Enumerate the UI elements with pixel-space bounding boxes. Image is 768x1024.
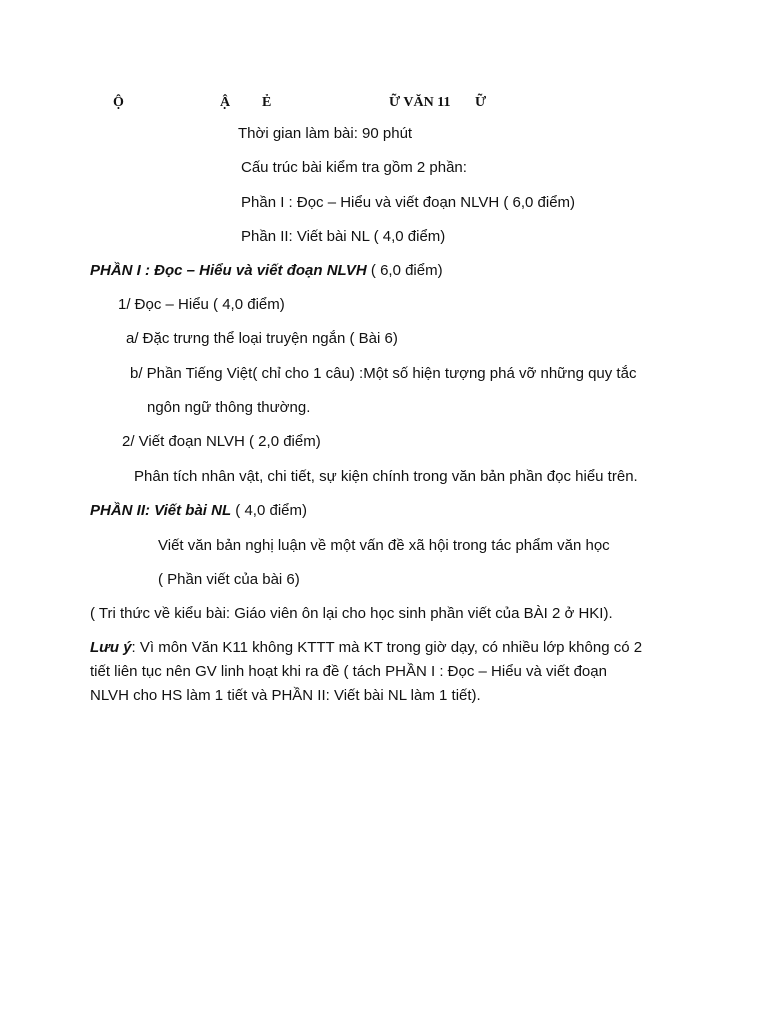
exam-time: Thời gian làm bài: 90 phút: [238, 125, 413, 142]
section-1-item-1a: a/ Đặc trưng thể loại truyện ngắn ( Bài 6): [126, 330, 398, 347]
header-fragment-3: Ẻ: [262, 95, 272, 110]
section-1-heading: PHẦN I : Đọc – Hiểu và viết đoạn NLVH: [90, 262, 367, 279]
note-text-1: : Vì môn Văn K11 không KTTT mà KT trong giờ dạy, có nhiều lớp không có 2: [131, 639, 643, 656]
section-2-heading: PHẦN II: Viết bài NL: [90, 502, 232, 519]
section-1-item-1b-continued: ngôn ngữ thông thường.: [147, 399, 311, 416]
note-line-2: tiết liên tục nên GV linh hoạt khi ra đề ( tách PHẦN I : Đọc – Hiểu và viết đoạn: [90, 663, 607, 680]
section-2-score: ( 4,0 điểm): [231, 502, 307, 519]
header-fragment-2: Ậ: [220, 95, 231, 110]
header-fragment-1: Ộ: [113, 95, 124, 110]
section-2-text-2: ( Phần viết của bài 6): [158, 571, 300, 588]
header-fragment-5: Ữ: [475, 95, 487, 110]
section-1-item-2-text: Phân tích nhân vật, chi tiết, sự kiện chính trong văn bản phần đọc hiểu trên.: [134, 468, 638, 485]
structure-part-2: Phần II: Viết bài NL ( 4,0 điểm): [241, 228, 446, 245]
section-1-item-1b: b/ Phần Tiếng Việt( chỉ cho 1 câu) :Một số hiện tượng phá vỡ những quy tắc: [130, 365, 637, 382]
section-1-heading-line: [90, 261, 443, 281]
exam-structure: Cấu trúc bài kiểm tra gồm 2 phần:: [241, 159, 467, 176]
header-fragment-4: Ữ VĂN 11: [389, 95, 451, 110]
section-2-heading-line: [90, 501, 307, 521]
section-1-item-2: 2/ Viết đoạn NLVH ( 2,0 điểm): [122, 433, 321, 450]
section-1-score: ( 6,0 điểm): [366, 262, 443, 279]
section-2-text-1: Viết văn bản nghị luận về một vấn đề xã hội trong tác phẩm văn học: [158, 537, 610, 554]
section-1-item-1: 1/ Đọc – Hiểu ( 4,0 điểm): [118, 296, 285, 313]
note-label: Lưu ý: [90, 639, 132, 656]
note-line-3: NLVH cho HS làm 1 tiết và PHẦN II: Viết bài NL làm 1 tiết).: [90, 687, 481, 704]
knowledge-note: ( Tri thức về kiểu bài: Giáo viên ôn lại cho học sinh phần viết của BÀI 2 ở HKI).: [90, 605, 613, 622]
structure-part-1: Phần I : Đọc – Hiểu và viết đoạn NLVH ( 6,0 điểm): [241, 194, 576, 211]
note-line-1: [90, 638, 642, 658]
